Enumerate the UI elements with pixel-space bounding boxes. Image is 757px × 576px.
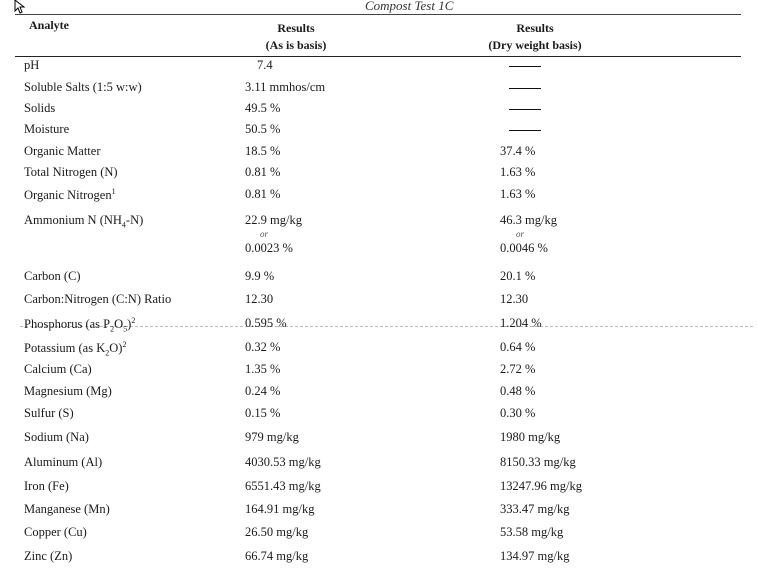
analyte-name: Organic Matter xyxy=(24,144,101,158)
analyte-name: Aluminum (Al) xyxy=(24,455,103,469)
as-is-value: 164.91 mg/kg xyxy=(245,502,315,516)
as-is-value: 3.11 mmhos/cm xyxy=(245,80,326,94)
or-label: or xyxy=(260,229,269,239)
analyte-name: Calcium (Ca) xyxy=(24,362,92,376)
as-is-value: 0.595 % xyxy=(245,316,287,330)
dry-weight-value: 0.64 % xyxy=(500,340,536,354)
dry-weight-value: 20.1 % xyxy=(500,269,536,283)
dry-weight-value xyxy=(503,80,541,95)
analyte-column-header: Analyte xyxy=(29,18,69,32)
analyte-name: pH xyxy=(24,58,40,72)
dry-weight-value: 46.3 mg/kg xyxy=(500,213,557,227)
analyte-name: Organic Nitrogen$^1$ xyxy=(24,187,116,203)
as-is-header-line1: Results xyxy=(277,21,315,35)
dry-weight-value: 1980 mg/kg xyxy=(500,430,561,444)
as-is-value: 6551.43 mg/kg xyxy=(245,479,321,493)
dry-weight-value: 333.47 mg/kg xyxy=(500,502,570,516)
as-is-value: 0.32 % xyxy=(245,340,281,354)
analyte-name: Carbon:Nitrogen (C:N) Ratio xyxy=(24,292,172,306)
as-is-value: 26.50 mg/kg xyxy=(245,525,309,539)
as-is-value: 50.5 % xyxy=(245,122,281,136)
dry-header-line1: Results xyxy=(516,21,554,35)
analyte-name: Magnesium (Mg) xyxy=(24,384,112,398)
or-label: or xyxy=(516,229,525,239)
dry-weight-value: 1.204 % xyxy=(500,316,542,330)
as-is-value: 18.5 % xyxy=(245,144,281,158)
analyte-name: Soluble Salts (1:5 w:w) xyxy=(24,80,142,94)
analyte-name: Phosphorus (as $P_2O_5)^2$ xyxy=(24,316,136,334)
as-is-value: 1.35 % xyxy=(245,362,281,376)
as-is-value: 979 mg/kg xyxy=(245,430,299,444)
dry-weight-value xyxy=(503,122,541,137)
table-header xyxy=(15,14,741,57)
as-is-alt-value: 0.0023 % xyxy=(245,241,293,255)
analyte-name: Sulfur (S) xyxy=(24,406,74,420)
dry-weight-value xyxy=(503,101,541,116)
dry-weight-value: 1.63 % xyxy=(500,165,536,179)
as-is-value: 22.9 mg/kg xyxy=(245,213,302,227)
dry-weight-value: 8150.33 mg/kg xyxy=(500,455,576,469)
analyte-name: Solids xyxy=(24,101,56,115)
not-applicable-dash xyxy=(509,109,541,110)
as-is-header-line2: (As is basis) xyxy=(265,38,327,52)
not-applicable-dash xyxy=(509,130,541,131)
dry-weight-value: 0.48 % xyxy=(500,384,536,398)
dry-weight-value: 0.30 % xyxy=(500,406,536,420)
analyte-name: Zinc (Zn) xyxy=(24,549,73,563)
analyte-name: Potassium (as $K_2O)^2$ xyxy=(24,340,127,358)
as-is-value: 0.15 % xyxy=(245,406,281,420)
document-title: Compost Test 1C xyxy=(365,0,454,13)
as-is-value: 4030.53 mg/kg xyxy=(245,455,321,469)
as-is-value: 7.4 xyxy=(257,58,273,72)
analyte-name: Total Nitrogen (N) xyxy=(24,165,118,179)
as-is-value: 49.5 % xyxy=(245,101,281,115)
analyte-name: Ammonium N $(NH_4-N)$ xyxy=(24,213,144,230)
dry-weight-value: 134.97 mg/kg xyxy=(500,549,570,563)
as-is-value: 0.81 % xyxy=(245,165,281,179)
as-is-value: 0.24 % xyxy=(245,384,281,398)
dry-column-header xyxy=(470,20,600,54)
dry-weight-value: 13247.96 mg/kg xyxy=(500,479,582,493)
analyte-name: Manganese (Mn) xyxy=(24,502,110,516)
analyte-name: Carbon (C) xyxy=(24,269,81,283)
dry-weight-value: 37.4 % xyxy=(500,144,536,158)
as-is-value: 0.81 % xyxy=(245,187,281,201)
mouse-pointer-icon xyxy=(14,0,30,14)
not-applicable-dash xyxy=(509,66,541,67)
analyte-name: Sodium (Na) xyxy=(24,430,89,444)
dry-weight-value: 53.58 mg/kg xyxy=(500,525,564,539)
analyte-name: Copper (Cu) xyxy=(24,525,87,539)
analyte-name: Iron (Fe) xyxy=(24,479,69,493)
as-is-value: 66.74 mg/kg xyxy=(245,549,309,563)
dry-weight-alt-value: 0.0046 % xyxy=(500,241,548,255)
analyte-name: Moisture xyxy=(24,122,70,136)
as-is-value: 12.30 xyxy=(245,292,274,306)
as-is-value: 9.9 % xyxy=(245,269,275,283)
dry-weight-value: 1.63 % xyxy=(500,187,536,201)
dry-weight-value: 12.30 xyxy=(500,292,529,306)
dry-weight-value: 2.72 % xyxy=(500,362,536,376)
as-is-column-header xyxy=(237,20,355,54)
dry-header-line2: (Dry weight basis) xyxy=(488,38,582,52)
not-applicable-dash xyxy=(509,88,541,89)
dry-weight-value xyxy=(503,58,541,73)
